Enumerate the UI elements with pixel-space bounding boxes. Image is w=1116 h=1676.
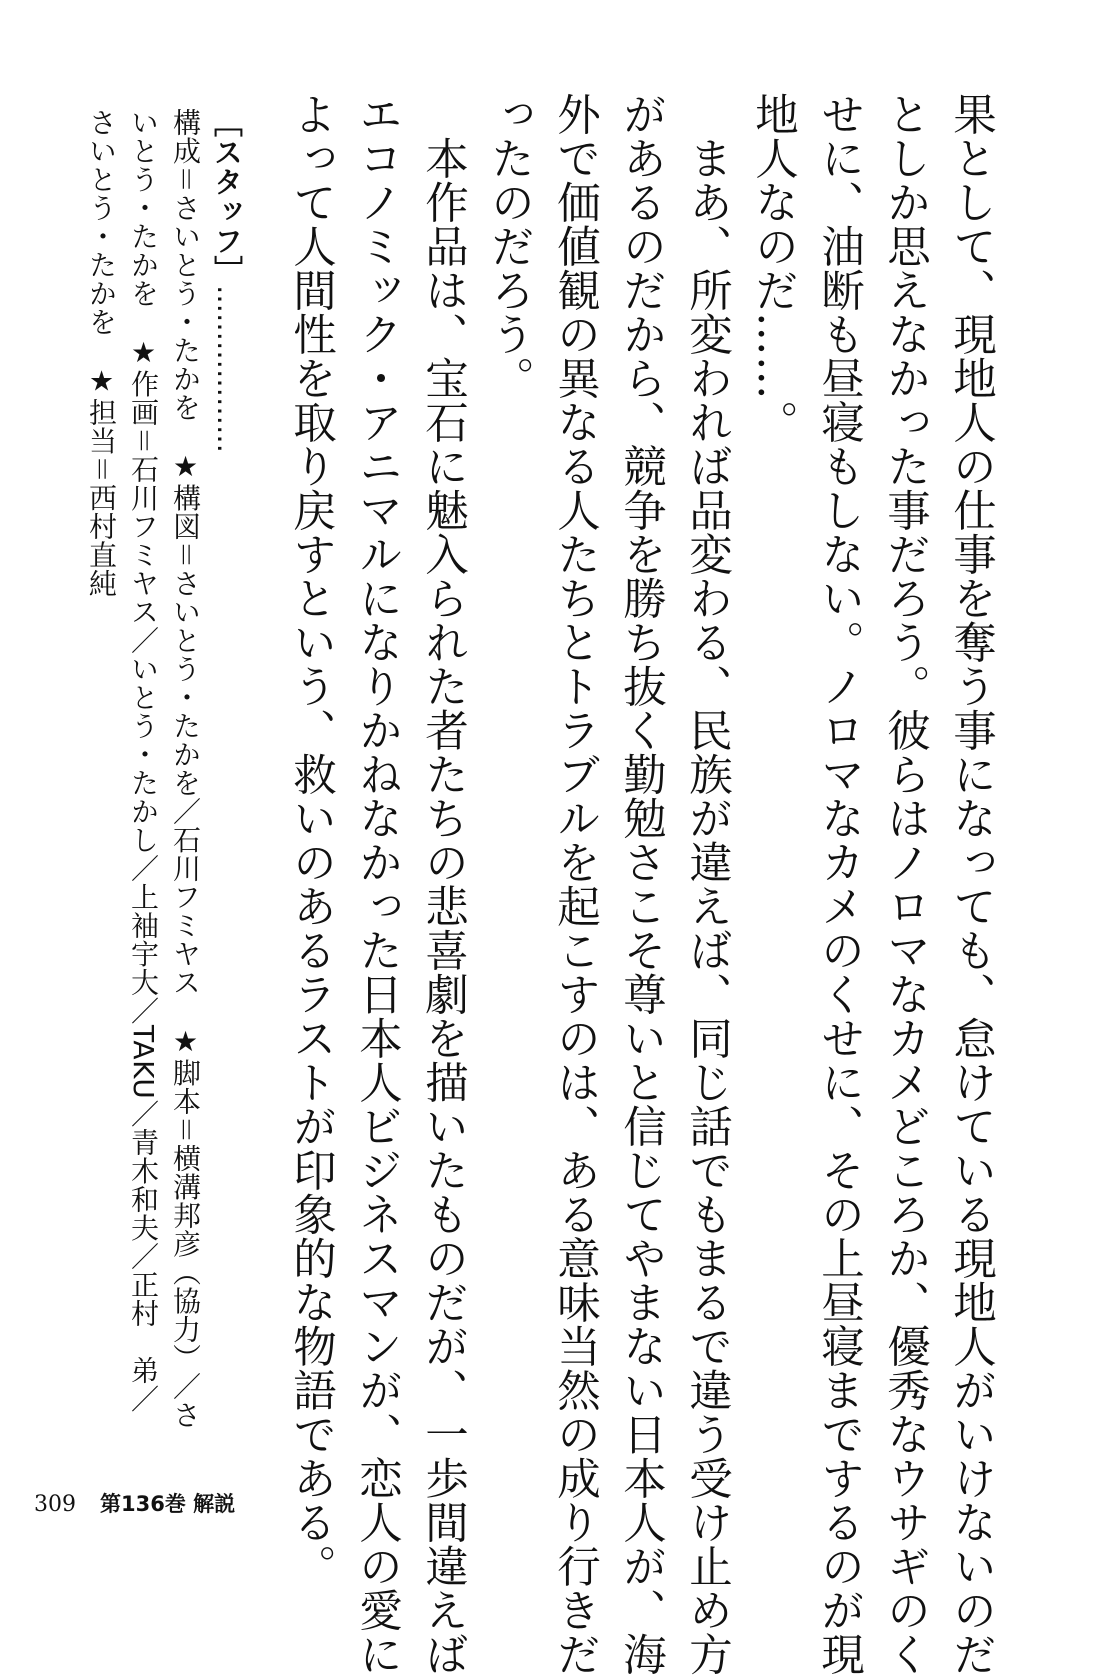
body-line: としか思えなかった事だろう。彼らはノロマなカメどころか、優秀なウサギのく <box>880 92 930 1676</box>
staff-leader-dots: ……………… <box>211 285 244 453</box>
page-footer <box>34 1488 235 1518</box>
staff-credits <box>80 108 248 1488</box>
staff-line: いとう・たかを ★作画＝石川フミヤス／いとう・たかし／上袖宇大／TAKU／青木和夫／正村 弟／ <box>127 108 160 1413</box>
page-number: 309 <box>34 1492 76 1517</box>
staff-line: さいとう・たかを ★担当＝西村直純 <box>85 108 118 598</box>
body-line: ったのだろう。 <box>484 92 534 400</box>
staff-heading: ［スタッフ］ <box>210 108 244 285</box>
body-line: せに、油断も昼寝もしない。ノロマなカメのくせに、その上昼寝までするのが現 <box>814 92 864 1676</box>
body-line: エコノミック・アニマルになりかねなかった日本人ビジネスマンが、恋人の愛に <box>352 92 402 1676</box>
staff-heading-line <box>206 108 248 1488</box>
commentary-body-text <box>278 92 1004 1676</box>
body-line: 地人なのだ……。 <box>748 92 798 444</box>
body-line: 本作品は、宝石に魅入られた者たちの悲喜劇を描いたものだが、一歩間違えば <box>418 92 468 1676</box>
running-title: 第136巻 解説 <box>100 1492 236 1516</box>
staff-line: 構成＝さいとう・たかを ★構図＝さいとう・たかを／石川フミヤス ★脚本＝横溝邦彦（協力）／さ <box>169 108 202 1430</box>
body-line: よって人間性を取り戻すという、救いのあるラストが印象的な物語である。 <box>286 92 336 1588</box>
body-line: まあ、所変われば品変わる、民族が違えば、同じ話でもまるで違う受け止め方 <box>682 92 732 1676</box>
body-line: 外で価値観の異なる人たちとトラブルを起こすのは、ある意味当然の成り行きだ <box>550 92 600 1676</box>
body-line: 果として、現地人の仕事を奪う事になっても、怠けている現地人がいけないのだ <box>946 92 996 1676</box>
body-line: があるのだから、競争を勝ち抜く勤勉さこそ尊いと信じてやまない日本人が、海 <box>616 92 666 1676</box>
